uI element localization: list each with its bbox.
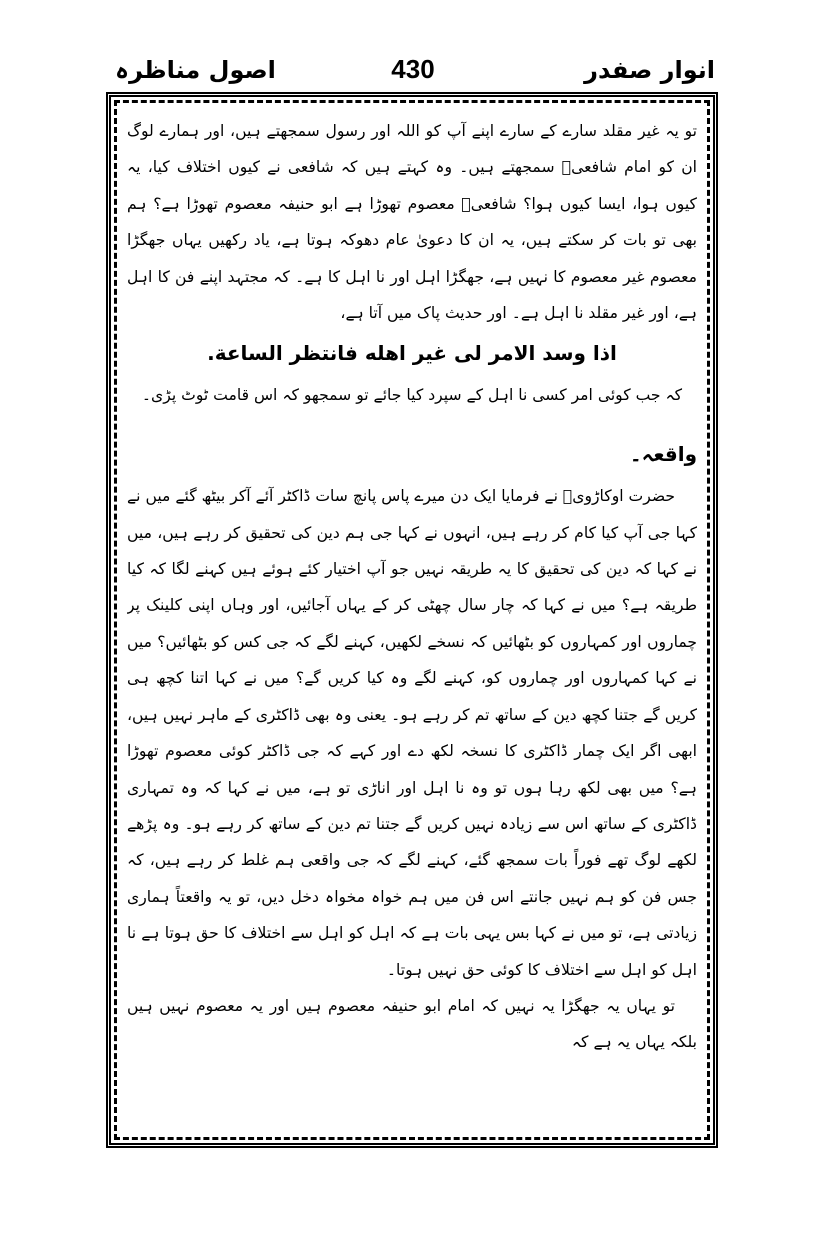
page-border-frame xyxy=(106,92,718,1148)
quote-translation: کہ جب کوئی امر کسی نا اہل کے سپرد کیا جائے تو سمجھو کہ اس قامت ٹوٹ پڑی۔ xyxy=(141,386,683,405)
paragraph-1: تو یہ غیر مقلد سارے کے سارے اپنے آپ کو اللہ اور رسول سمجھتے ہیں، اور ہمارے لوگ ان کو امام شافعیؒ سمجھتے ہیں۔ وہ کہتے ہیں کہ شافعی نے کیوں اختلاف کیا، یہ کیوں ہوا، ایسا کیوں ہوا؟ شافعیؒ معصوم تھوڑا ہے ابو حنیفہ معصوم تھوڑا ہے؟ ہم بھی تو بات کر سکتے ہیں، یہ ان کا دعویٰ عام دھوکہ ہوتا ہے، یاد رکھیں یہاں جھگڑا معصوم غیر معصوم کا نہیں ہے، جھگڑا اہل اور نا اہل کا ہے۔ کہ مجتہد اپنے فن کا اہل ہے، اور غیر مقلد نا اہل ہے۔ اور حدیث پاک میں آتا ہے، xyxy=(127,122,697,323)
paragraph-3: تو یہاں یہ جھگڑا یہ نہیں کہ امام ابو حنیفہ معصوم ہیں اور یہ معصوم نہیں ہیں بلکہ یہاں یہ ہے کہ xyxy=(127,996,697,1052)
book-title: انوار صفدر xyxy=(584,56,715,84)
page-header xyxy=(105,50,721,90)
arabic-hadith-quote: اذا وسد الامر لی غیر اهله فانتظر الساعة. xyxy=(207,341,617,366)
section-heading: واقعہ۔ xyxy=(629,441,697,466)
page-body xyxy=(127,113,697,1131)
page-number: 430 xyxy=(391,54,435,84)
paragraph-2: حضرت اوکاڑویؒ نے فرمایا ایک دن میرے پاس پانچ سات ڈاکٹر آئے آکر بیٹھ گئے میں نے کہا جی آپ کیا کام کر رہے ہیں، انہوں نے کہا جی ہم دین کی تحقیق کر رہے ہیں، میں نے کہا کہ دین کی تحقیق کا یہ طریقہ نہیں جو آپ اختیار کئے ہوئے ہیں کہنے لگا کہ کیا طریقہ ہے؟ میں نے کہا کہ چار سال چھٹی کر کے یہاں آجائیں، اور وہاں اپنی کلینک پر چماروں اور کمہاروں کو بٹھائیں کہ نسخے لکھیں، کہنے لگے کہ جی کس کو بٹھائیں؟ میں نے کہا کمہاروں اور چماروں کو، کہنے لگے وہ کیا کریں گے؟ میں نے کہا اتنا کچھ ہی کریں گے جتنا کچھ دین کے ساتھ تم کر رہے ہو۔ یعنی وہ بھی ڈاکٹری کے ماہر نہیں ہیں، ابھی اگر ایک چمار ڈاکٹری کا نسخہ لکھ دے اور کہے کہ جی ڈاکٹر کوئی معصوم تھوڑا ہے؟ میں بھی لکھ رہا ہوں تو وہ نا اہل اور اناڑی تو ہے، میں نے کہا کہ وہ تمہاری ڈاکٹری کے ساتھ اس سے زیادہ نہیں کریں گے جتنا تم دین کے ساتھ کر رہے ہو۔ وہ پڑھے لکھے لوگ تھے فوراً بات سمجھ گئے، کہنے لگے کہ جی واقعی ہم غلط کر رہے ہیں، کہ جس فن کو ہم نہیں جانتے اس فن میں ہم خواہ مخواہ دخل دیں، تو یہ واقعتاً ہماری زیادتی ہے، تو میں نے کہا بس یہی بات ہے کہ اہل کو اہل سے اختلاف کا حق ہوتا ہے نا اہل کو اہل سے اختلاف کا کوئی حق نہیں ہوتا۔ xyxy=(127,487,697,979)
chapter-title: اصول مناظرہ xyxy=(115,56,276,84)
